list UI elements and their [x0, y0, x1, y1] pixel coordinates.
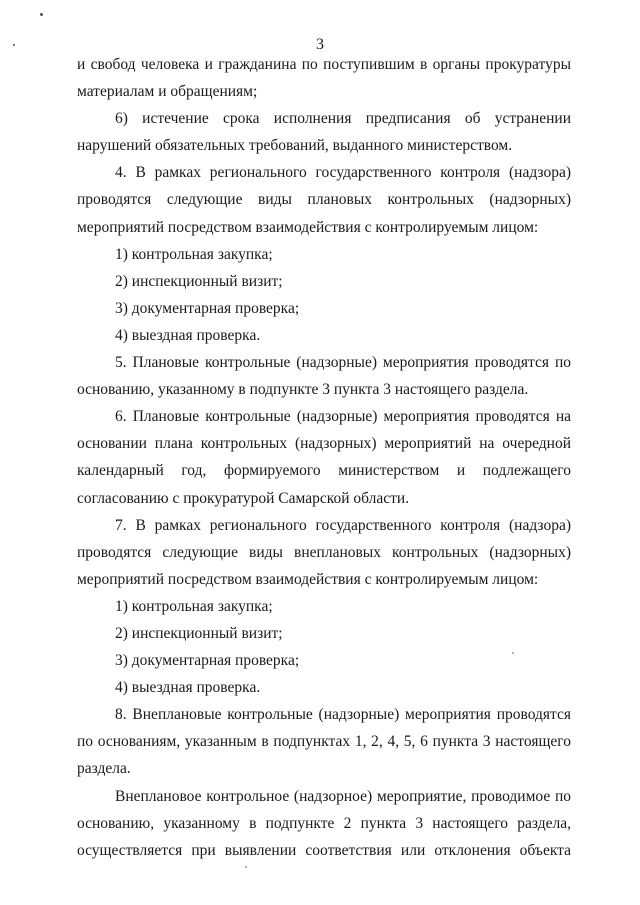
text-line: 6. Плановые контрольные (надзорные) мероприятия проводятся на	[115, 408, 571, 426]
text-line: проводятся следующие виды плановых контрольных (надзорных)	[77, 191, 571, 209]
text-line: 4) выездная проверка.	[115, 326, 261, 344]
scan-speck	[13, 44, 15, 46]
text-line: мероприятий посредством взаимодействия с контролируемым лицом:	[77, 570, 539, 588]
text-line: 1) контрольная закупка;	[115, 245, 273, 263]
document-body	[77, 51, 571, 864]
text-line: материалам и обращениям;	[77, 83, 258, 101]
text-line: календарный год, формируемого министерством и подлежащего	[77, 462, 571, 480]
scan-speck	[40, 13, 43, 16]
text-line: раздела.	[77, 760, 131, 778]
text-line: 3) документарная проверка;	[115, 299, 300, 317]
text-line: и свобод человека и гражданина по поступившим в органы прокуратуры	[77, 56, 571, 73]
text-line: 4) выездная проверка.	[115, 679, 261, 697]
text-line: основании плана контрольных (надзорных) мероприятий на очередной	[77, 435, 571, 453]
scan-speck	[245, 866, 247, 868]
text-line: мероприятий посредством взаимодействия с контролируемым лицом:	[77, 218, 539, 236]
text-line: 6) истечение срока исполнения предписания об устранении	[115, 110, 571, 128]
text-line: нарушений обязательных требований, выданного министерством.	[77, 137, 513, 155]
text-line: 7. В рамках регионального государственного контроля (надзора)	[115, 516, 571, 534]
text-line: 2) инспекционный визит;	[115, 272, 283, 290]
text-line: 3) документарная проверка;	[115, 652, 300, 670]
text-line: 1) контрольная закупка;	[115, 597, 273, 615]
scan-speck	[512, 652, 514, 654]
text-line: осуществляется при выявлении соответствия или отклонения объекта	[77, 841, 571, 859]
text-line: по основаниям, указанным в подпунктах 1, 2, 4, 5, 6 пункта 3 настоящего	[77, 733, 571, 751]
text-line: проводятся следующие виды внеплановых контрольных (надзорных)	[77, 543, 571, 561]
text-line: основанию, указанному в подпункте 2 пункта 3 настоящего раздела,	[77, 814, 571, 832]
text-line: согласованию с прокуратурой Самарской области.	[77, 489, 410, 507]
page-number: 3	[316, 36, 324, 53]
text-line: 8. Внеплановые контрольные (надзорные) мероприятия проводятся	[115, 706, 571, 724]
text-line: 2) инспекционный визит;	[115, 624, 283, 642]
text-line: основанию, указанному в подпункте 3 пункта 3 настоящего раздела.	[77, 381, 529, 399]
text-line: Внеплановое контрольное (надзорное) мероприятие, проводимое по	[115, 787, 571, 805]
text-line: 5. Плановые контрольные (надзорные) мероприятия проводятся по	[115, 354, 571, 372]
text-line: 4. В рамках регионального государственного контроля (надзора)	[115, 164, 571, 182]
